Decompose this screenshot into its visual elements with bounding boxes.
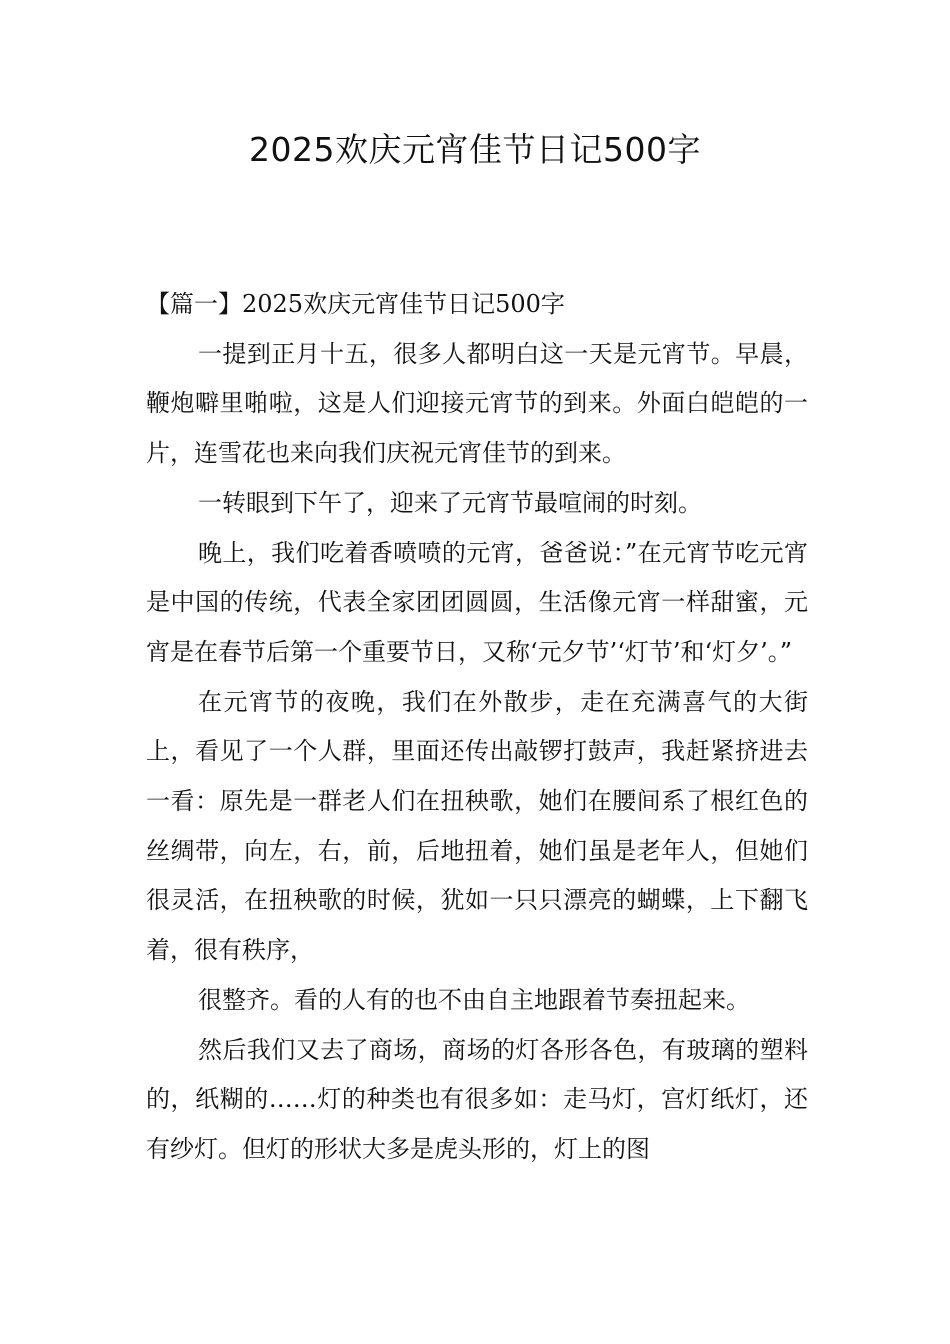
document-title: 2025欢庆元宵佳节日记500字: [249, 130, 701, 169]
paragraph: 一转眼到下午了，迎来了元宵节最喧闹的时刻。: [198, 488, 702, 517]
document-body: [146, 280, 808, 1175]
paragraph: 一提到正月十五，很多人都明白这一天是元宵节。早晨，鞭炮噼里啪啦，这是人们迎接元宵节的到来。外面白皑皑的一片，连雪花也来向我们庆祝元宵佳节的到来。: [146, 339, 808, 468]
paragraph: 然后我们又去了商场，商场的灯各形各色，有玻璃的塑料的，纸糊的……灯的种类也有很多如：走马灯，宫灯纸灯，还有纱灯。但灯的形状大多是虎头形的，灯上的图: [146, 1035, 808, 1163]
paragraph: 在元宵节的夜晚，我们在外散步，走在充满喜气的大街上，看见了一个人群，里面还传出敲锣打鼓声，我赶紧挤进去一看：原先是一群老人们在扭秧歌，她们在腰间系了根红色的丝绸带，向左，右，前，后地扭着，她们虽是老年人，但她们很灵活，在扭秧歌的时候，犹如一只只漂亮的蝴蝶，上下翻飞着，很有秩序，: [146, 687, 808, 965]
paragraph: 晚上，我们吃着香喷喷的元宵，爸爸说：”在元宵节吃元宵是中国的传统，代表全家团团圆圆，生活像元宵一样甜蜜，元宵是在春节后第一个重要节日，又称‘元夕节’‘灯节’和‘灯夕’。”: [146, 538, 808, 666]
paragraph: 很整齐。看的人有的也不由自主地跟着节奏扭起来。: [198, 985, 750, 1014]
section-heading: 【篇一】2025欢庆元宵佳节日记500字: [146, 290, 565, 318]
